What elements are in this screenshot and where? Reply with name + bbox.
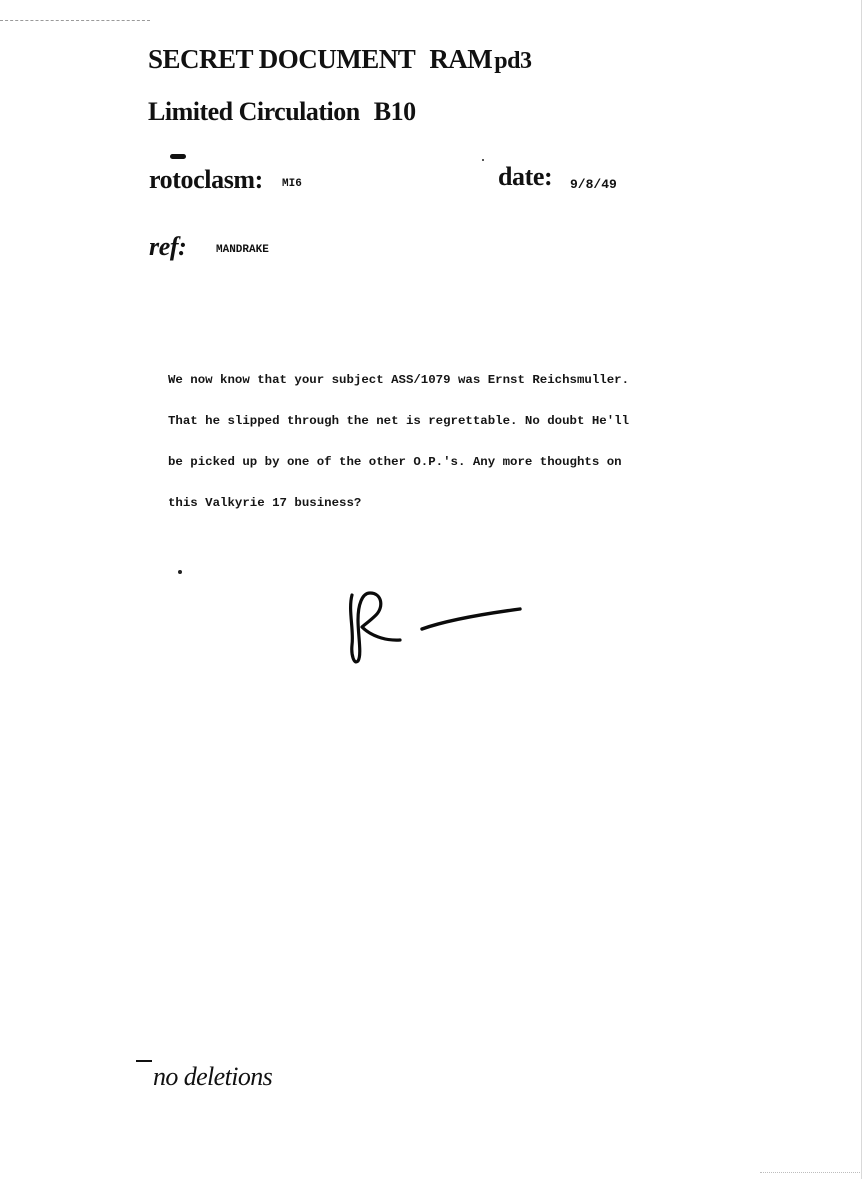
ref-label: ref: [149, 232, 187, 261]
document-code [429, 44, 531, 74]
memo-line: be picked up by one of the other O.P.'s. Any more thoughts on [168, 455, 622, 469]
memo-line: We now know that your subject ASS/1079 was Ernst Reichsmuller. [168, 373, 630, 387]
stray-ink-dot [178, 570, 182, 574]
memo-line: That he slipped through the net is regrettable. No doubt He'll [168, 414, 630, 428]
footer-note: no deletions [153, 1062, 273, 1091]
circulation-text: Limited Circulation [148, 97, 360, 126]
document-code-main: RAM [429, 44, 493, 74]
circulation-code: B10 [373, 97, 416, 126]
copy-edge-mark-bottom [760, 1172, 860, 1173]
memo-body [168, 360, 728, 524]
circulation-line [148, 97, 416, 127]
ink-dash-mark [170, 154, 186, 159]
from-value: MI6 [282, 178, 302, 190]
copy-edge-mark-right [861, 0, 862, 1179]
stray-ink-dot [482, 159, 484, 161]
document-code-sub: pd3 [494, 48, 532, 74]
ref-value: MANDRAKE [216, 244, 269, 256]
footer-dash-mark [136, 1060, 152, 1062]
date-value: 9/8/49 [570, 177, 617, 192]
from-label: rotoclasm: [149, 165, 263, 194]
handwritten-signature-icon [340, 585, 540, 675]
date-label: date: [498, 162, 553, 191]
title-text: SECRET DOCUMENT [148, 44, 416, 74]
memo-line: this Valkyrie 17 business? [168, 496, 362, 510]
copy-edge-mark-top [0, 20, 150, 21]
document-title [148, 44, 532, 75]
